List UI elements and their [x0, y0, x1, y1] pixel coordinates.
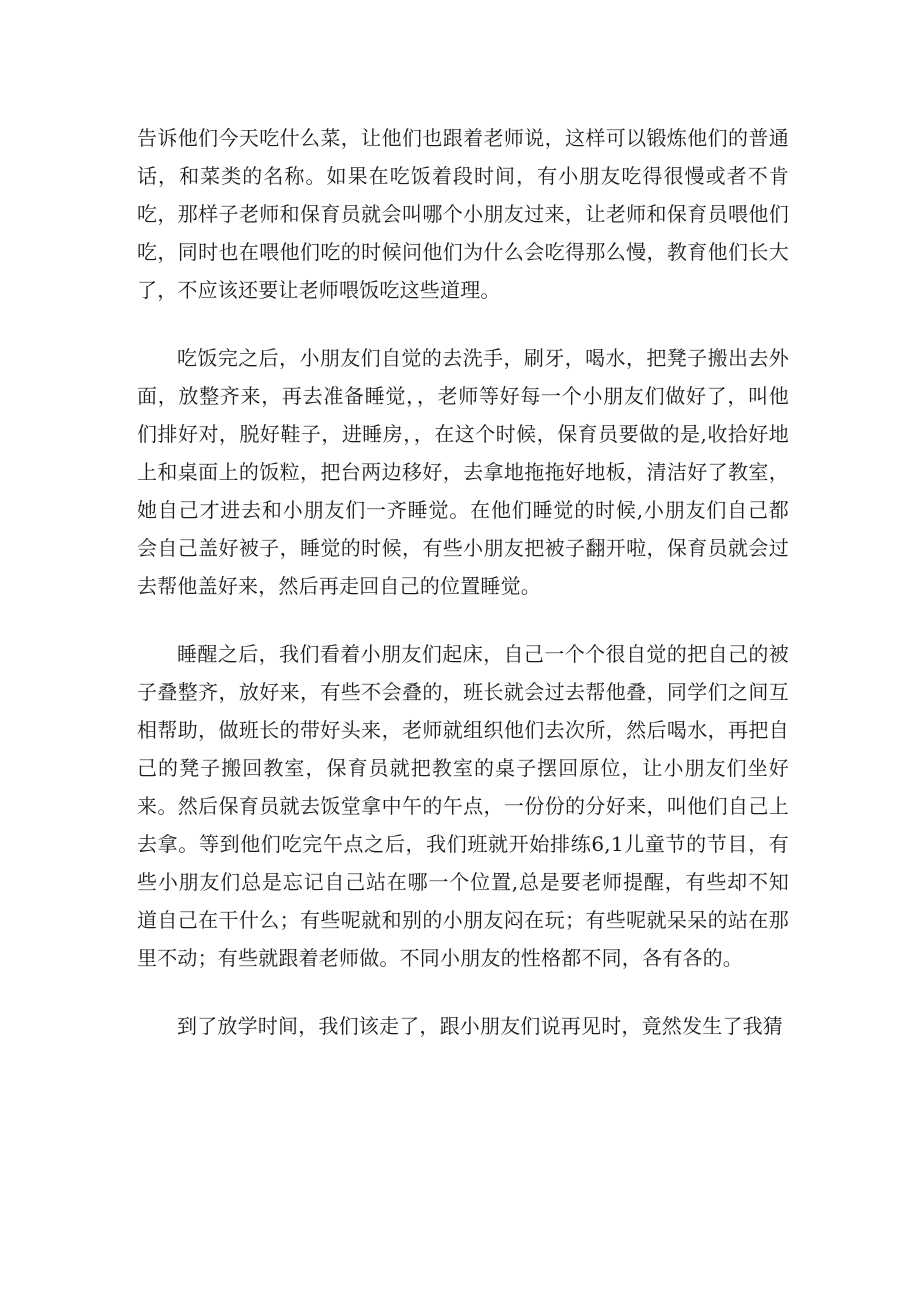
paragraph-2: 吃饭完之后，小朋友们自觉的去洗手，刷牙，喝水，把凳子搬出去外面，放整齐来，再去准备睡觉，，老师等好每一个小朋友们做好了，叫他们排好对，脱好鞋子，进睡房，，在这个时候，保育员要做的是,收拾好地上和桌面上的饭粒，把台两边移好，去拿地拖拖好地板，清洁好了教室，她自己才进去和小朋友们一齐睡觉。在他们睡觉的时候,小朋友们自己都会自己盖好被子，睡觉的时候，有些小朋友把被子翻开啦，保育员就会过去帮他盖好来，然后再走回自己的位置睡觉。	[137, 346, 789, 598]
paragraph-1: 告诉他们今天吃什么菜，让他们也跟着老师说，这样可以锻炼他们的普通话，和菜类的名称。如果在吃饭着段时间，有小朋友吃得很慢或者不肯吃，那样子老师和保育员就会叫哪个小朋友过来，让老师和保育员喂他们吃，同时也在喂他们吃的时候问他们为什么会吃得那么慢，教育他们长大了，不应该还要让老师喂饭吃这些道理。	[137, 126, 789, 302]
paragraph-4: 到了放学时间，我们该走了，跟小朋友们说再见时，竟然发生了我猜	[177, 1014, 783, 1038]
paragraph-3: 睡醒之后，我们看着小朋友们起床，自己一个个很自觉的把自己的被子叠整齐，放好来，有些不会叠的，班长就会过去帮他叠，同学们之间互相帮助，做班长的带好头来，老师就组织他们去次所，然后喝水，再把自己的凳子搬回教室，保育员就把教室的桌子摆回原位，让小朋友们坐好来。然后保育员就去饭堂拿中午的午点，一份份的分好来，叫他们自己上去拿。等到他们吃完午点之后，我们班就开始排练6,1儿童节的节目，有些小朋友们总是忘记自己站在哪一个位置,总是要老师提醒，有些却不知道自己在干什么；有些呢就和别的小朋友闷在玩；有些呢就呆呆的站在那里不动；有些就跟着老师做。不同小朋友的性格都不同，各有各的。	[137, 642, 789, 970]
document-body	[137, 119, 789, 1045]
